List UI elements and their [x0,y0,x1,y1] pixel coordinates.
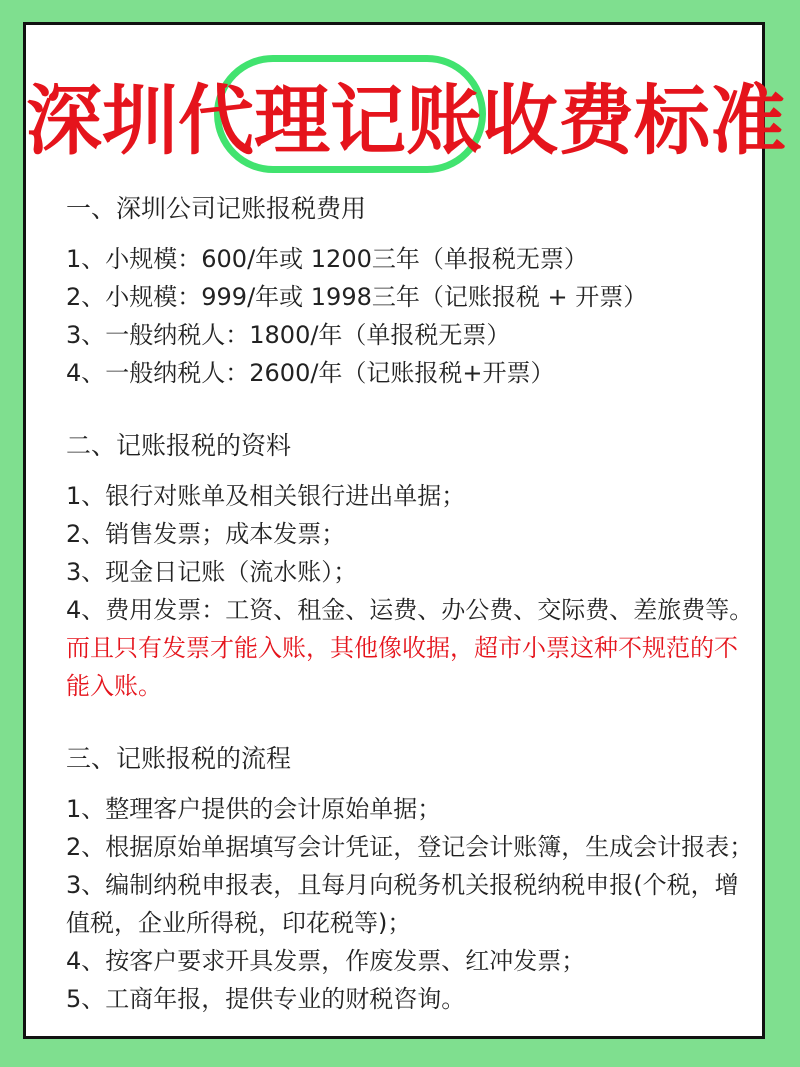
list-item: 3、编制纳税申报表，且每月向税务机关报税纳税申报(个税，增值税，企业所得税，印花税等)； [66,871,739,937]
content [66,190,756,1053]
section-process [66,740,756,1018]
section-materials [66,427,756,705]
list-item: 5、工商年报，提供专业的财税咨询。 [66,985,466,1013]
list-item: 3、现金日记账（流水账）； [66,558,358,586]
list-item: 2、小规模：999/年或 1998三年（记账报税 + 开票） [66,283,648,311]
page-title: 深圳代理记账收费标准 [26,76,786,165]
list-item [66,591,756,705]
section-heading: 三、记账报税的流程 [66,744,292,773]
list-item: 2、销售发票；成本发票； [66,520,346,548]
list-item: 4、一般纳税人：2600/年（记账报税+开票） [66,359,555,387]
list-item: 4、按客户要求开具发票，作废发票、红冲发票； [66,947,586,975]
list-item: 1、银行对账单及相关银行进出单据； [66,482,466,510]
warning-text: 而且只有发票才能入账，其他像收据，超市小票这种不规范的不能入账。 [66,634,738,700]
document-card [23,22,786,1039]
item-text: 4、费用发票：工资、租金、运费、办公费、交际费、差旅费等。 [66,596,754,624]
section-heading: 二、记账报税的资料 [66,431,292,460]
list-item: 1、整理客户提供的会计原始单据； [66,795,442,823]
section-fees [66,190,756,392]
list-item: 3、一般纳税人：1800/年（单报税无票） [66,321,511,349]
list-item: 1、小规模：600/年或 1200三年（单报税无票） [66,245,588,273]
section-heading: 一、深圳公司记账报税费用 [66,194,367,223]
list-item: 2、根据原始单据填写会计凭证，登记会计账簿，生成会计报表； [66,833,754,861]
